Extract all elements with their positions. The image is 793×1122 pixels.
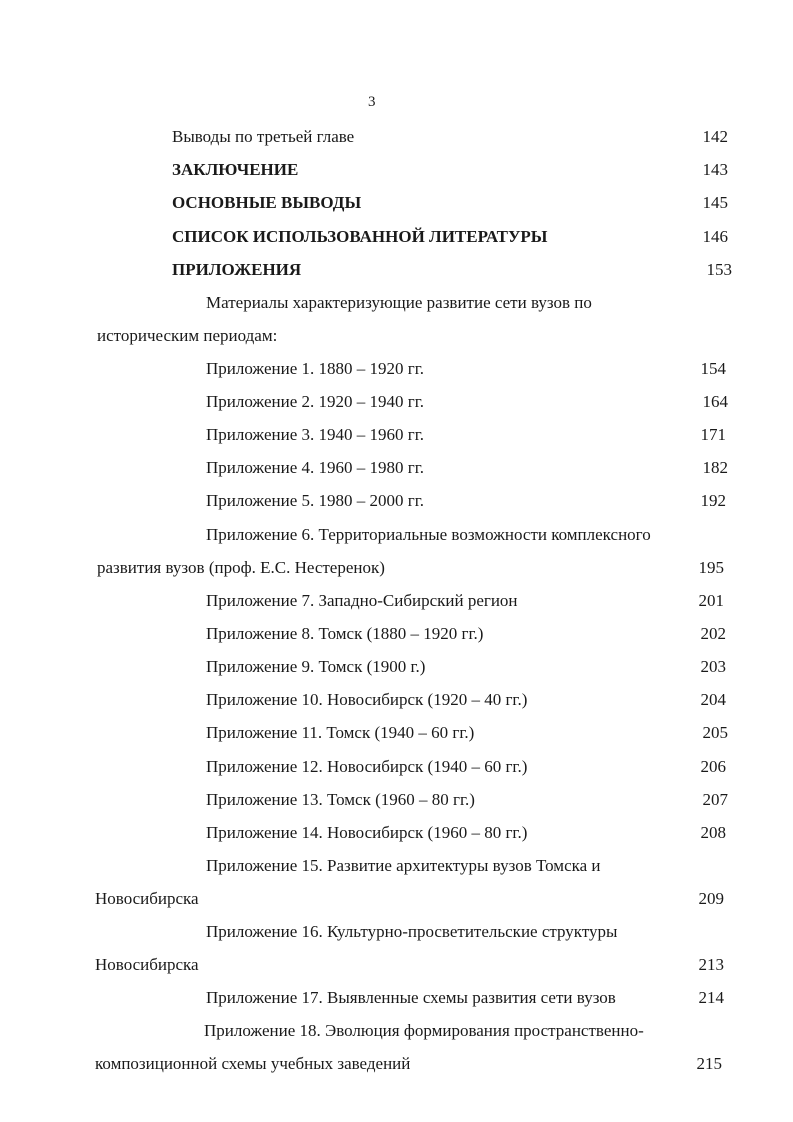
toc-entry-title: Приложение 12. Новосибирск (1940 – 60 гг.) <box>206 757 528 776</box>
toc-entry-page: 207 <box>702 790 728 809</box>
toc-entry-page: 213 <box>698 955 724 974</box>
toc-entry-page: 202 <box>700 624 726 643</box>
toc-entry-page: 201 <box>698 591 724 610</box>
toc-entry-title-line1: Приложение 15. Развитие архитектуры вузов Томска и <box>206 856 601 875</box>
toc-entry-title: Приложение 17. Выявленные схемы развития сети вузов <box>206 988 616 1007</box>
toc-entry-title: ЗАКЛЮЧЕНИЕ <box>172 160 299 179</box>
toc-entry-title: Приложение 2. 1920 – 1940 гг. <box>206 392 425 411</box>
toc-entry-page: 209 <box>698 889 724 908</box>
toc-entry-title-line2: развития вузов (проф. Е.С. Нестеренок) <box>97 558 385 577</box>
toc-entry-title: Приложение 4. 1960 – 1980 гг. <box>206 458 425 477</box>
toc-entry-page: 206 <box>700 757 726 776</box>
toc-entry-page: 204 <box>700 690 726 709</box>
toc-entry-page: 195 <box>698 558 724 577</box>
toc-entry-title: Приложение 10. Новосибирск (1920 – 40 гг.) <box>206 690 528 709</box>
toc-entry-title-line2: Новосибирска <box>95 955 199 974</box>
toc-entry-page: 164 <box>702 392 728 411</box>
toc-entry-page: 142 <box>702 127 728 146</box>
toc-entry-title-line2: историческим периодам: <box>97 326 278 345</box>
toc-entry-title: Приложение 8. Томск (1880 – 1920 гг.) <box>206 624 484 643</box>
toc-entry-title: Приложение 3. 1940 – 1960 гг. <box>206 425 425 444</box>
toc-entry-page: 215 <box>696 1054 722 1073</box>
toc-entry-page: 154 <box>700 359 726 378</box>
toc-entry-page: 192 <box>700 491 726 510</box>
toc-entry-title-line1: Приложение 18. Эволюция формирования пространственно- <box>204 1021 644 1040</box>
toc-entry-page: 153 <box>706 260 732 279</box>
toc-entry-page: 182 <box>702 458 728 477</box>
toc-entry-page: 145 <box>702 193 728 212</box>
toc-entry-page: 146 <box>702 227 728 246</box>
toc-entry-title: Приложение 5. 1980 – 2000 гг. <box>206 491 425 510</box>
toc-entry-title-line2: композиционной схемы учебных заведений <box>95 1054 411 1073</box>
toc-entry-title: Приложение 7. Западно-Сибирский регион <box>206 591 518 610</box>
toc-entry-page: 143 <box>702 160 728 179</box>
toc-entry-title: ПРИЛОЖЕНИЯ <box>172 260 302 279</box>
toc-entry-title: Выводы по третьей главе <box>172 127 355 146</box>
toc-entry-page: 203 <box>700 657 726 676</box>
toc-entry-page: 208 <box>700 823 726 842</box>
toc-entry-title: Приложение 13. Томск (1960 – 80 гг.) <box>206 790 475 809</box>
toc-entry-title: Приложение 11. Томск (1940 – 60 гг.) <box>206 723 475 742</box>
toc-entry-title: Приложение 14. Новосибирск (1960 – 80 гг.) <box>206 823 528 842</box>
toc-entry-title-line1: Приложение 6. Территориальные возможности комплексного <box>206 525 651 544</box>
toc-entry-page: 171 <box>700 425 726 444</box>
toc-entry-title-line1: Материалы характеризующие развитие сети вузов по <box>206 293 592 312</box>
toc-entry-title: Приложение 9. Томск (1900 г.) <box>206 657 426 676</box>
toc-entry-title: СПИСОК ИСПОЛЬЗОВАННОЙ ЛИТЕРАТУРЫ <box>172 227 548 246</box>
toc-entry-title-line1: Приложение 16. Культурно-просветительские структуры <box>206 922 618 941</box>
toc-entry-title: ОСНОВНЫЕ ВЫВОДЫ <box>172 193 362 212</box>
toc-entry-page: 214 <box>698 988 724 1007</box>
toc-entry-title: Приложение 1. 1880 – 1920 гг. <box>206 359 425 378</box>
toc-entry-page: 205 <box>702 723 728 742</box>
toc-entry-title-line2: Новосибирска <box>95 889 199 908</box>
page-number: 3 <box>368 94 376 110</box>
